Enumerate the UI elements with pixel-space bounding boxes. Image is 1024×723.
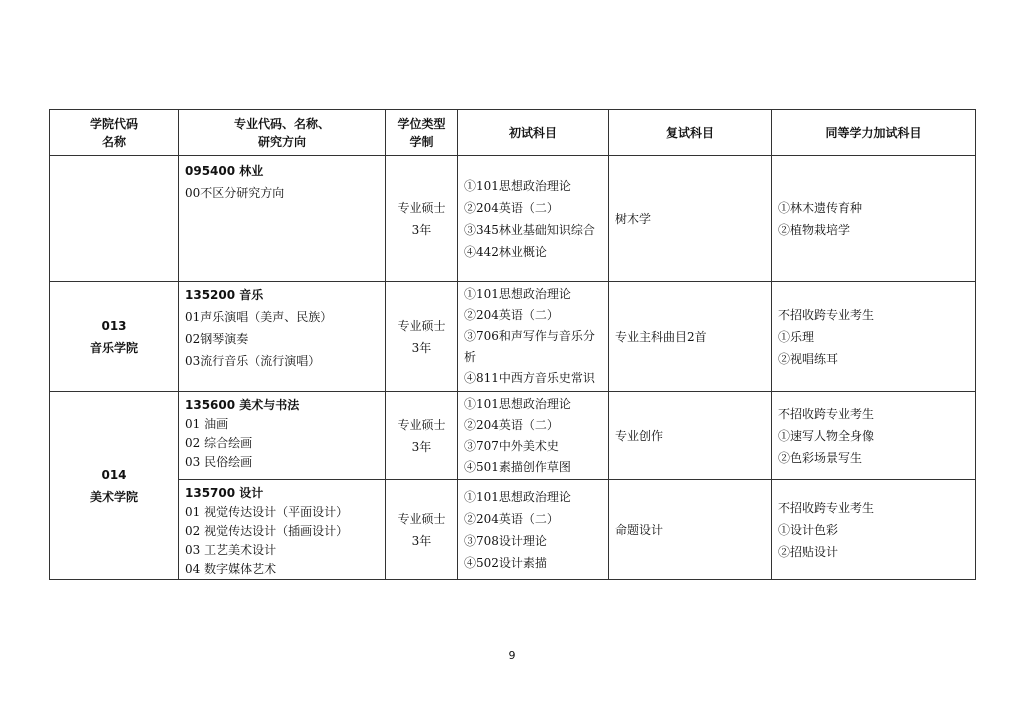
header-major: 专业代码、名称、 研究方向 (179, 110, 386, 156)
initial-cell: ①101思想政治理论 ②204英语（二） ③345林业基础知识综合 ④442林业概论 (458, 156, 609, 282)
header-row (50, 110, 976, 156)
degree-cell: 专业硕士 3年 (386, 156, 458, 282)
page-number: 9 (508, 649, 516, 662)
degree-cell: 专业硕士 3年 (386, 282, 458, 392)
equivalent-cell: 不招收跨专业考生 ①乐理 ②视唱练耳 (772, 282, 976, 392)
header-college: 学院代码 名称 (50, 110, 179, 156)
initial-cell: ①101思想政治理论 ②204英语（二） ③706和声写作与音乐分 析 ④811中西方音乐史常识 (458, 282, 609, 392)
major-cell: 135600 美术与书法 01 油画 02 综合绘画 03 民俗绘画 (179, 392, 386, 480)
initial-cell: ①101思想政治理论 ②204英语（二） ③707中外美术史 ④501素描创作草图 (458, 392, 609, 480)
retest-cell: 专业主科曲目2首 (609, 282, 772, 392)
header-degree: 学位类型 学制 (386, 110, 458, 156)
college-cell: 014 美术学院 (50, 392, 179, 580)
admissions-table (49, 109, 976, 580)
major-cell: 135700 设计 01 视觉传达设计（平面设计） 02 视觉传达设计（插画设计） 03 工艺美术设计 04 数字媒体艺术 (179, 480, 386, 580)
retest-cell: 专业创作 (609, 392, 772, 480)
table-row (50, 480, 976, 580)
initial-cell: ①101思想政治理论 ②204英语（二） ③708设计理论 ④502设计素描 (458, 480, 609, 580)
major-cell: 135200 音乐 01声乐演唱（美声、民族） 02钢琴演奏 03流行音乐（流行演唱） (179, 282, 386, 392)
degree-cell: 专业硕士 3年 (386, 480, 458, 580)
equivalent-cell: ①林木遗传育种 ②植物栽培学 (772, 156, 976, 282)
header-initial: 初试科目 (458, 110, 609, 156)
table-row (50, 392, 976, 480)
header-retest: 复试科目 (609, 110, 772, 156)
retest-cell: 命题设计 (609, 480, 772, 580)
table-row (50, 156, 976, 282)
header-equivalent: 同等学力加试科目 (772, 110, 976, 156)
table-row (50, 282, 976, 392)
retest-cell: 树木学 (609, 156, 772, 282)
college-cell (50, 156, 179, 282)
equivalent-cell: 不招收跨专业考生 ①速写人物全身像 ②色彩场景写生 (772, 392, 976, 480)
degree-cell: 专业硕士 3年 (386, 392, 458, 480)
major-cell: 095400 林业 00不区分研究方向 (179, 156, 386, 282)
college-cell: 013 音乐学院 (50, 282, 179, 392)
equivalent-cell: 不招收跨专业考生 ①设计色彩 ②招贴设计 (772, 480, 976, 580)
